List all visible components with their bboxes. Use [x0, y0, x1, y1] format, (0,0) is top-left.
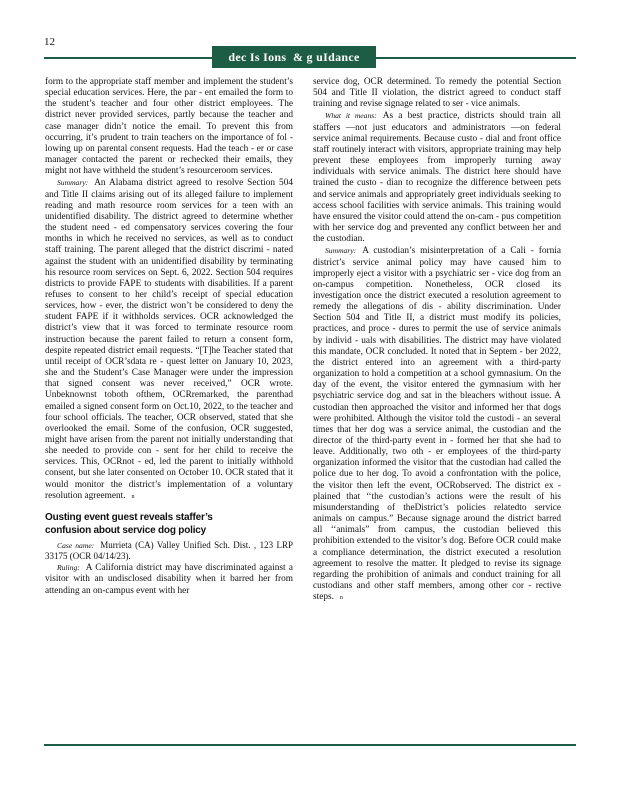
end-mark: n [339, 595, 343, 602]
headline-line-1: Ousting event guest reveals staffer’s [45, 511, 213, 523]
ruling-text: A California district may have discriminated against a visitor with an undisclosed disability when it barred her from attending an on-campus event with her [45, 563, 293, 596]
summary-paragraph [45, 177, 293, 503]
summary-label: Summary: [325, 246, 357, 256]
end-mark: n [131, 493, 135, 500]
case-name-paragraph [45, 540, 293, 562]
bottom-rule [44, 744, 576, 746]
what-it-means-label: What it means: [325, 111, 377, 121]
continued-paragraph: form to the appropriate staff member and implement the student’s special education services. Here, the par - ent emailed the form to the student’s teacher and four other district employees. The district never provided services, partly because the teacher and case manager didn’t notice the email. To prevent this from occurring, it’s prudent to train teachers on the importance of fol - lowing up on parental consent requests. Had the teach - er or case manager contacted the parent or rechecked their emails, they might not have withheld the student’s resourceroom services. [45, 77, 293, 177]
what-it-means-paragraph [313, 110, 561, 245]
left-column [45, 77, 293, 597]
summary-text: An Alabama district agreed to resolve Section 504 and Title II claims arising out of its alleged failure to implement reading and math resource room services for a teen with an unidentified disability. The district agreed to determine whether the student need - ed compensatory services covering the four months in which he received no services, as well as to conduct staff training. The parent alleged that the district discrimi - nated against the student with an unidentified disability by terminating his resource room services on Sept. 6, 2022. Section 504 requires districts to provide FAPE to students with disabilities. If a parent refuses to consent to her child’s receipt of special education services, how - ever, the district won’t be considered to deny the student FAPE if it withholds services. OCR acknowledged the district’s view that it was forced to terminate resource room instruction because the parent failed to return a consent form, despite repeated district email requests. “[T]he Teacher stated that until receipt of OCR’sdata re - quest letter on January 10, 2023, she and the Student’s Case Manager were under the impression that signed consent was never received,” OCR wrote. Unbeknownst toboth ofthem, OCRremarked, the parenthad emailed a signed consent form on Oct.10, 2022, to the teacher and four school officials. The teacher, OCR observed, stated that she overlooked the email. Some of the confusion, OCR suggested, might have arisen from the parent not initially understanding that she needed to provide con - sent for her child to receive the services. This, OCRnot - ed, led the parent to initially withhold consent, but she later consented on October 10. OCR stated that it would monitor the district’s implementation of a voluntary resolution agreement. [45, 178, 293, 501]
case-name-label: Case name: [57, 540, 95, 550]
page-number: 12 [44, 36, 55, 48]
right-column [313, 77, 561, 604]
ruling-continued-paragraph: service dog, OCR determined. To remedy the potential Section 504 and Title II violation, the district agreed to conduct staff training and revise signage related to ser - vice animals. [313, 77, 561, 110]
article-headline [45, 511, 293, 537]
ruling-label: Ruling: [57, 563, 80, 573]
summary-text: A custodian’s misinterpretation of a Cali - fornia district’s service animal policy may have caused him to improperly eject a visitor with a psychiatric ser - vice dog from an on-campus competition. Nonetheless, OCR closed its investigation once the district executed a resolution agreement to remedy the allegations of dis - ability discrimination. Under Section 504 and Title II, a district must modify its policies, practices, and proce - dures to permit the use of service animals by individ - uals with disabilities. The district may have violated this mandate, OCR concluded. It noted that in Septem - ber 2022, the district entered into an agreement with a third-party organization to hold a competition at a school gymnasium. On the day of the event, the visitor entered the gymnasium with her psychiatric service dog and sat in the bleachers without issue. A custodian then approached the visitor and informed her that dogs were prohibited. Although the visitor told the custodi - an several times that her dog was a service animal, the custodian and the director of the third-party event in - formed her that she had to leave. Additionally, two oth - er employees of the third-party organization informed the visitor that the custodian had called the police due to her dog. To avoid a confrontation with the police, the visitor then left the event, OCRobserved. The district ex - plained that ‘‘the custodian’s actions were the result of his misunderstanding of theDistrict’s policies relatedto service animals on campus.” Because signage around the district barred all ‘‘animals” from campus, the custodian believed this prohibition extended to the visitor’s dog. Before OCR could make a compliance determination, the district executed a resolution agreement to resolve the matter. It pledged to revise its signage regarding the prohibition of animals and conduct training for all custodians and other staff members, among other cor - rective steps. [313, 246, 561, 603]
headline-line-2: confusion about service dog policy [45, 524, 207, 536]
summary-label: Summary: [57, 178, 89, 188]
section-header-band: dec Is Ions & g uIdance [212, 46, 376, 68]
summary-paragraph [313, 245, 561, 604]
case-name-text: Murrieta (CA) Valley Unified Sch. Dist. , 123 LRP 33175 (OCR 04/14/23). [45, 539, 293, 562]
what-it-means-text: As a best practice, districts should train all staffers —not just educators and administrators —on federal service animal requirements. Because custo - dial and front office staff routinely interact with visitors, appropriate training may help prevent these employees from improperly turning away individuals with service animals. The district here should have trained the custo - dian to recognize the difference between pets and service animals and appropriately greet individuals seeking to access school facilities with service animals. This training would have ensured the visitor could attend the on-cam - pus competition with her service dog and prevented any conflict between her and the custodian. [313, 111, 561, 245]
ruling-paragraph [45, 562, 293, 596]
